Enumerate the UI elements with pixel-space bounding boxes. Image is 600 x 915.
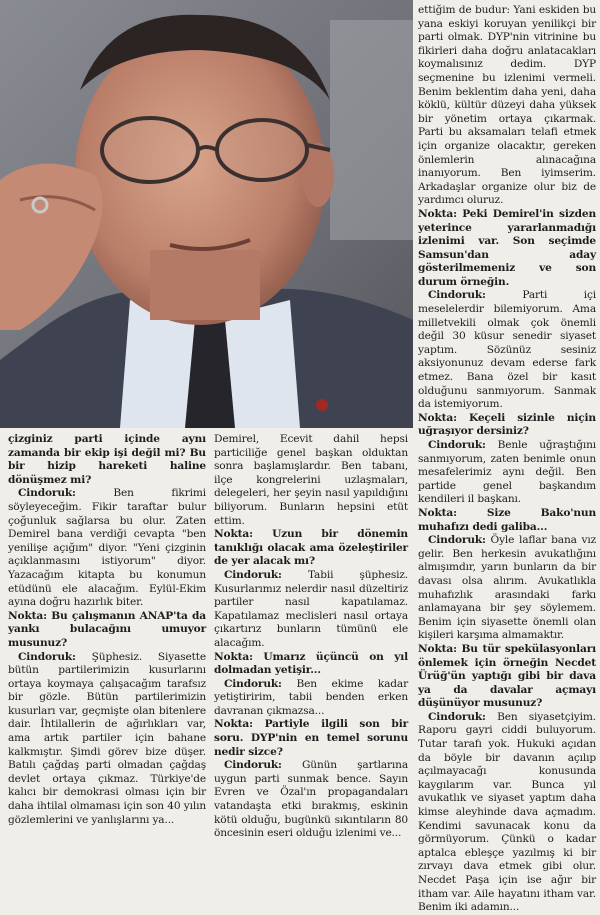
answer-paragraph [8, 487, 206, 609]
question-text: Nokta: Peki Demirel'in sizden yeterince yararlanmadığı izlenimi var. Son seçimde Samsun'dan aday gösterilmemeniz ve son durum örneğin. [418, 207, 596, 288]
question-text: Nokta: Bu tür spekülasyonları önlemek için örneğin Necdet Ürüğ'ün yaptığı gibi bir dava ya da davalar açmayı düşünüyor musunuz? [418, 642, 596, 710]
portrait-illustration [0, 0, 413, 428]
column-3 [418, 4, 596, 914]
question-text: çizginiz parti içinde aynı zamanda bir ekip işi değil mi? Bu bir hizip hareketi haline dönüşmez mi? [8, 433, 206, 486]
answer-paragraph [8, 651, 206, 828]
answer-paragraph [418, 439, 596, 507]
answer-text: Tabii şüphesiz. Kusurlarımız nelerdir nasıl düzeltiriz partiler nasıl kapatılamaz. Kapatılamaz meclisleri nasıl ortaya çıkartırız bunların tümünü ele alacağım. [214, 568, 408, 649]
column-1 [8, 433, 206, 826]
answer-text: Demirel, Ecevit dahil hepsi particiliğe genel başkan olduktan sonra başlamışlardır. Ben tabanı, ilçe kongrelerini uzlaşmaları, delegeleri, her şeyin nasıl yapıldığını biliyorum. Bunların hepsini etüt ettim. [214, 433, 408, 527]
speaker-label: Cindoruk: [428, 534, 486, 547]
question-text: Nokta: Uzun bir dönemin tanıklığı olacak ama özeleştiriler de yer alacak mı? [214, 528, 408, 568]
speaker-label: Cindoruk: [428, 289, 486, 302]
speaker-label: Cindoruk: [224, 759, 282, 772]
answer-text: Öyle laflar bana vız gelir. Ben herkesin avukatlığını almışımdır, yarın bunların da bir davası olsa alırım. Avukatlıkla muhafızlık arasındaki farkı anlamayana bir şey söylemem. Benim için siyasette önemli olan kişileri karşıma almamaktır. [418, 534, 596, 642]
answer-paragraph [418, 711, 596, 915]
answer-text: Günün şartlarına uygun parti sunmak bence. Sayın Evren ve Özal'ın propagandaları vatandaşta etki bırakmış, eskinin kötü olduğu, bugünkü sıkıntıların 80 öncesinin eseri olduğu izlenimi ve... [214, 759, 408, 840]
speaker-label: Cindoruk: [224, 568, 282, 581]
column-2 [214, 433, 408, 840]
portrait-photo [0, 0, 413, 428]
answer-text: Ben siyasetçiyim. Raporu gayri ciddi buluyorum. Tutar tarafı yok. Hukuki açıdan da böyle bir davanın açılıp açılmayacağı konusunda kaygılarım var. Bunca yıl avukatlık ve siyaset yaptım daha kimse aleyhinde dava açmadım. Kendimi savunacak konu da görmüyorum. Çünkü o kadar aptalca ebleşçe yazılmış ki bir zırvayı dava etmek gibi olur. Necdet Paşa için ise ağır bir itham var. Aile hayatını itham var. Benim iki adamın... [418, 710, 596, 914]
answer-text: Parti içi meselelerdir bilemiyorum. Ama milletvekili olmak çok önemli değil 30 küsur senedir siyaset yaptım. Sözünüz sesiniz aksiyonunuz devam ederse fark etmez. Bana özel bir kasıt olduğunu sanmıyorum. Sanmak da istemiyorum. [418, 289, 596, 411]
speaker-label: Cindoruk: [428, 710, 486, 723]
answer-paragraph [214, 569, 408, 651]
speaker-label: Cindoruk: [428, 439, 486, 451]
answer-paragraph [418, 534, 596, 643]
question-text: Nokta: Size Bako'nun muhafızı dedi galiba... [418, 506, 596, 533]
question-text: Nokta: Bu çalışmanın ANAP'ta da yankı bulacağını umuyor musunuz? [8, 609, 206, 649]
answer-paragraph [418, 289, 596, 411]
question-text: Nokta: Umarız üçüncü on yıl dolmadan yetişir... [214, 650, 408, 677]
speaker-label: Cindoruk: [224, 677, 282, 690]
answer-text: ettiğim de budur: Yani eskiden bu yana eskiyi koruyan yenilikçi bir parti olmak. DYP'nin vitrinine bu fikirleri daha doğru anlatacakları koymalısınız dedim. DYP seçmenine bu izlenimi vermeli. Benim beklentim daha yeni, daha köklü, kültür düzeyi daha yüksek bir yönetim ortaya çıkarmak. Parti bu aksamaları telafi etmek için organize olacaktır, gereken önlemlerin alınacağına inanıyorum. Ben iyimserim. Arkadaşlar organize olur biz de yardımcı oluruz. [418, 4, 596, 207]
speaker-label: Cindoruk: [18, 650, 76, 663]
question-text: Nokta: Partiyle ilgili son bir soru. DYP'nin en temel sorunu nedir sizce? [214, 718, 408, 758]
answer-paragraph [214, 678, 408, 719]
answer-text: Benle uğraştığını sanmıyorum, zaten benimle onun mesafelerimiz aynı değil. Ben partide genel başkandım kendileri il başkanı. [418, 439, 596, 506]
question-text: Nokta: Keçeli sizinle niçin uğraşıyor dersiniz? [418, 411, 596, 438]
speaker-label: Cindoruk: [18, 487, 76, 500]
answer-text: Ben ekime kadar yetiştiririm, tabii benden erken davranan çıkmazsa... [214, 677, 408, 717]
answer-text: Şüphesiz. Siyasette bütün partilerimizin kusurlarını ortaya koymaya çalışacağım tarafsız bir gözle. Bütün partilerimizin kusurları var, geçmişte olan bitenlere dair. İhtilallerin de ağırlıkları var, ama artık partiler için bahane kalkmıştır. Şimdi görev bize düşer. Batılı çağdaş parti olmadan çağdaş devlet ortaya çıkmaz. Türkiye'de kalıcı bir demokrasi olması için bir daha ihtilal olmaması için son 40 yılın gözlemlerini ve yanlışlarını ya... [8, 650, 206, 826]
answer-text: Ben fikrimi söyleyeceğim. Fikir taraftar bulur çoğunluk sağlarsa bu olur. Zaten Demirel bana verdiği cevapta "ben yenilişe açığım" diyor. "Yeni çizginin açıklanmasını istiyorum" diyor. Yazacağım kitapta bu konumun etüdünü ele alacağım. Eylül-Ekim ayına doğru hazırlık biter. [8, 487, 206, 609]
answer-paragraph [214, 759, 408, 841]
